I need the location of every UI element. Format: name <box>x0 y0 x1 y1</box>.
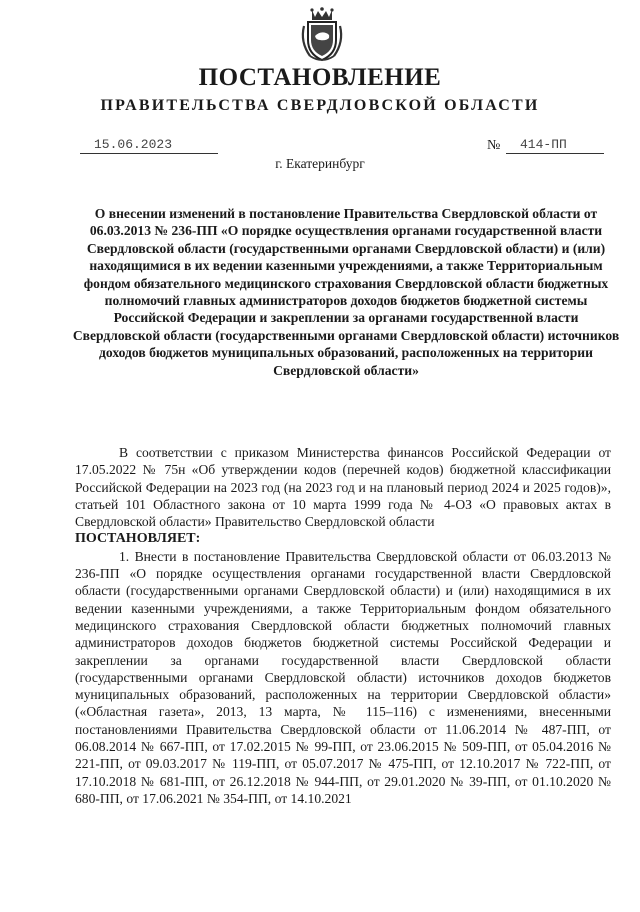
preamble-paragraph: В соответствии с приказом Министерства финансов Российской Федерации от 17.05.2022 № 75н «Об утверждении кодов (перечней кодов) бюджетной классификации Российской Федерации на 2023 год (на 2023 год и на плановый период 2024 и 2025 годов)», статьей 101 Областного закона от 10 марта 1999 года № 4-ОЗ «О правовых актах в Свердловской области» Правительство Свердловской области <box>75 445 611 530</box>
coat-of-arms-icon <box>298 6 346 64</box>
number-sign: № <box>487 138 501 153</box>
document-city: г. Екатеринбург <box>275 156 365 171</box>
decree-heading: ПОСТАНОВЛЯЕТ: <box>75 531 201 547</box>
item-1-paragraph: 1. Внести в постановление Правительства Свердловской области от 06.03.2013 № 236-ПП «О порядке осуществления органами государственной власти Свердловской области (государственными органами Свердловской области) и (или) находящимися в их ведении казенными учреждениями, а также Территориальным фондом обязательного медицинского страхования Свердловской области бюджетных полномочий главных администраторов доходов бюджетов бюджетной системы Российской Федерации и закреплении за органами государственной власти Свердловской области (государственными органами Свердловской области) источников доходов бюджетов муниципальных образований, расположенных на территории Свердловской области» («Областная газета», 2013, 13 марта, № 115–116) с изменениями, внесенными постановлениями Правительства Свердловской области от 11.06.2014 № 487-ПП, от 06.08.2014 № 667-ПП, от 17.02.2015 № 99-ПП, от 23.06.2015 № 509-ПП, от 05.04.2016 № 221-ПП, от 09.03.2017 № 119-ПП, от 05.07.2017 № 475-ПП, от 12.10.2017 № 722-ПП, от 17.10.2018 № 681-ПП, от 26.12.2018 № 944-ПП, от 29.01.2020 № 39-ПП, от 01.10.2020 № 680-ПП, от 17.06.2021 № 354-ПП, от 14.10.2021 <box>75 548 611 806</box>
document-subject: О внесении изменений в постановление Правительства Свердловской области от 06.03.2013 № 236-ПП «О порядке осуществления органами государственной власти Свердловской области (государственными органами Свердловской области) и (или) находящимися в их ведении казенными учреждениями, а также Территориальным фондом обязательного медицинского страхования Свердловской области бюджетных полномочий главных администраторов доходов бюджетов бюджетной системы Российской Федерации и закреплении за органами государственной власти Свердловской области (государственными органами Свердловской области) источников доходов бюджетов муниципальных образований, расположенных на территории Свердловской области» <box>72 206 620 378</box>
document-body <box>75 444 611 807</box>
document-issuer: ПРАВИТЕЛЬСТВА СВЕРДЛОВСКОЙ ОБЛАСТИ <box>100 97 540 114</box>
document-number: 414-ПП <box>506 137 604 154</box>
document-title: ПОСТАНОВЛЕНИЕ <box>198 64 442 91</box>
document-date: 15.06.2023 <box>80 137 218 154</box>
